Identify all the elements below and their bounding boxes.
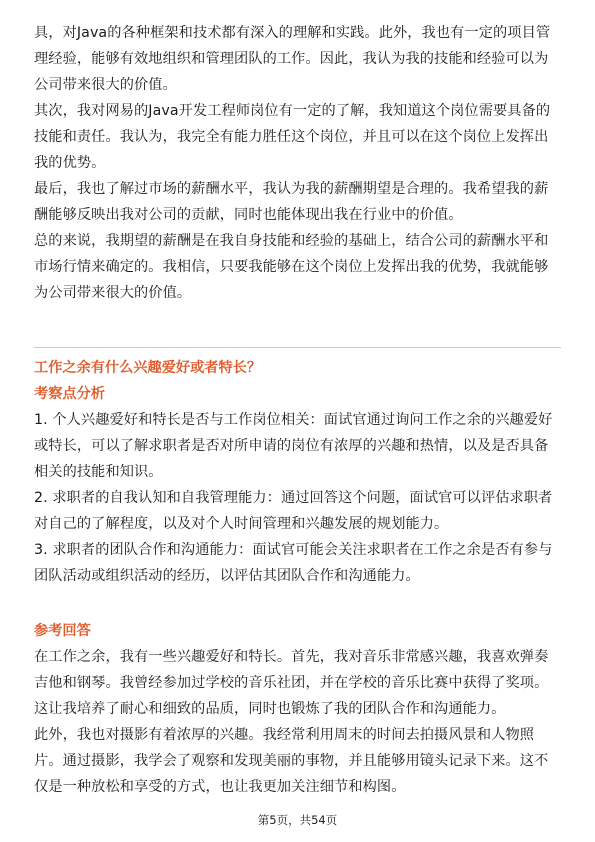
page-number: 第5页，共54页 xyxy=(257,813,338,827)
question-heading: 工作之余有什么兴趣爱好或者特长？ xyxy=(34,360,262,376)
analysis-item: 1. 个人兴趣爱好和特长是否与工作岗位相关：面试官通过询问工作之余的兴趣爱好或特长，可以了解求职者是否对所申请的岗位有浓厚的兴趣和热情，以及是否具备相关的技能和知识。 xyxy=(34,412,553,480)
answer-paragraph: 此外，我也对摄影有着浓厚的兴趣。我经常利用周末的时间去拍摄风景和人物照片。通过摄影，我学会了观察和发现美丽的事物，并且能够用镜头记录下来。这不仅是一种放松和享受的方式，也让我更加关注细节和构图。 xyxy=(34,727,549,795)
answer-paragraph: 在工作之余，我有一些兴趣爱好和特长。首先，我对音乐非常感兴趣，我喜欢弹奏吉他和钢琴。我曾经参加过学校的音乐社团，并在学校的音乐比赛中获得了奖项。这让我培养了耐心和细致的品质，同时也锻炼了我的团队合作和沟通能力。 xyxy=(34,649,549,717)
answer-heading: 参考回答 xyxy=(34,623,91,639)
paragraph: 总的来说，我期望的薪酬是在我自身技能和经验的基础上，结合公司的薪酬水平和市场行情来确定的。我相信，只要我能够在这个岗位上发挥出我的优势，我就能够为公司带来很大的价值。 xyxy=(34,233,549,301)
section-divider xyxy=(34,347,561,348)
analysis-item: 2. 求职者的自我认知和自我管理能力：通过回答这个问题，面试官可以评估求职者对自己的了解程度，以及对个人时间管理和兴趣发展的规划能力。 xyxy=(34,490,553,532)
answer-section xyxy=(34,618,561,800)
analysis-heading: 考察点分析 xyxy=(34,386,105,402)
paragraph: 具，对Java的各种框架和技术都有深入的理解和实践。此外，我也有一定的项目管理经验，能够有效地组织和管理团队的工作。因此，我认为我的技能和经验可以为公司带来很大的价值。 xyxy=(34,25,551,93)
paragraph: 其次，我对网易的Java开发工程师岗位有一定的了解，我知道这个岗位需要具备的技能和责任。我认为，我完全有能力胜任这个岗位，并且可以在这个岗位上发挥出我的优势。 xyxy=(34,103,551,171)
analysis-item: 3. 求职者的团队合作和沟通能力：面试官可能会关注求职者在工作之余是否有参与团队活动或组织活动的经历，以评估其团队合作和沟通能力。 xyxy=(34,542,553,584)
analysis-section xyxy=(34,381,561,589)
previous-answer-block xyxy=(34,20,561,306)
paragraph: 最后，我也了解过市场的薪酬水平，我认为我的薪酬期望是合理的。我希望我的薪酬能够反映出我对公司的贡献，同时也能体现出我在行业中的价值。 xyxy=(34,181,549,223)
